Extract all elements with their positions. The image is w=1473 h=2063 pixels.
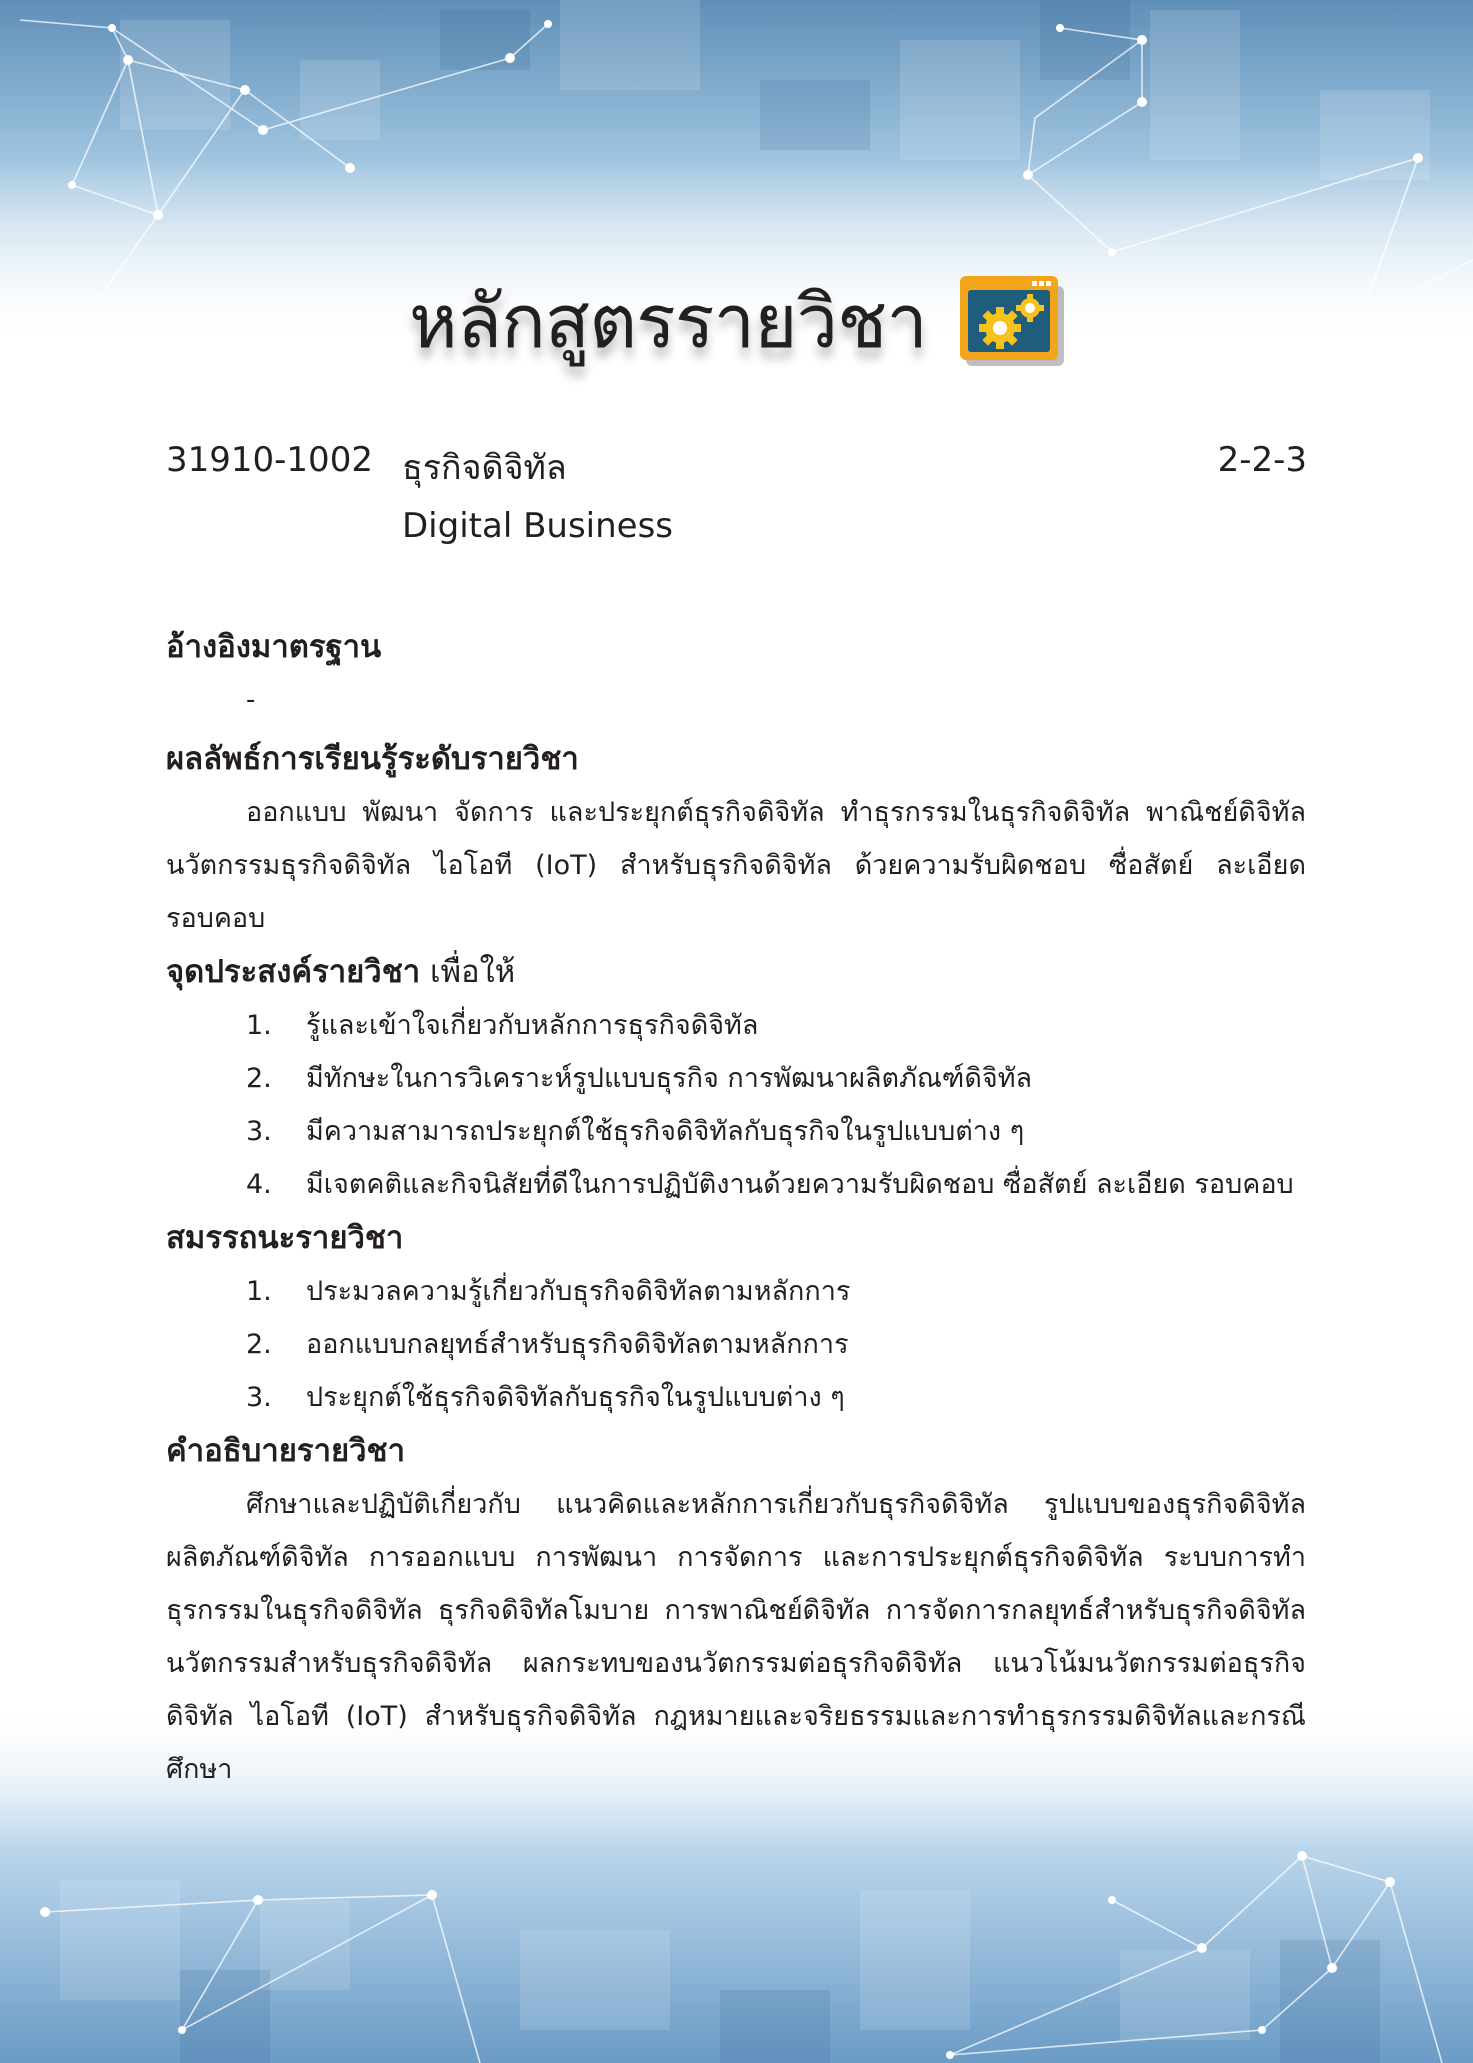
- objectives-list: [166, 999, 1306, 1211]
- outcomes-section: [166, 732, 1306, 945]
- list-item-text: ประมวลความรู้เกี่ยวกับธุรกิจดิจิทัลตามหลักการ: [306, 1276, 851, 1307]
- objectives-heading: [166, 945, 1306, 999]
- list-item: [166, 1052, 1306, 1105]
- standards-section: [166, 620, 1306, 726]
- list-item-text: ประยุกต์ใช้ธุรกิจดิจิทัลกับธุรกิจในรูปแบบต่าง ๆ: [306, 1382, 845, 1413]
- list-item-number: 2.: [246, 1329, 272, 1360]
- list-item-number: 4.: [246, 1169, 272, 1200]
- list-item-text: มีความสามารถประยุกต์ใช้ธุรกิจดิจิทัลกับธุรกิจในรูปแบบต่าง ๆ: [306, 1116, 1025, 1147]
- objectives-heading-suffix: เพื่อให้: [420, 954, 516, 990]
- list-item: [166, 999, 1306, 1052]
- competencies-list: [166, 1265, 1306, 1424]
- list-item: [166, 1105, 1306, 1158]
- outcomes-heading: ผลลัพธ์การเรียนรู้ระดับรายวิชา: [166, 741, 579, 777]
- course-content: [166, 620, 1306, 1796]
- competencies-section: [166, 1211, 1306, 1424]
- list-item: [166, 1318, 1306, 1371]
- outcomes-text: ออกแบบ พัฒนา จัดการ และประยุกต์ธุรกิจดิจิทัล ทำธุรกรรมในธุรกิจดิจิทัล พาณิชย์ดิจิทัล นวัตกรรมธุรกิจดิจิทัล ไอโอที (IoT) สำหรับธุรกิจดิจิทัล ด้วยความรับผิดชอบ ซื่อสัตย์ ละเอียด รอบคอบ: [166, 797, 1306, 934]
- list-item: [166, 1371, 1306, 1424]
- page-header: [0, 262, 1473, 380]
- description-text: ศึกษาและปฏิบัติเกี่ยวกับ แนวคิดและหลักการเกี่ยวกับธุรกิจดิจิทัล รูปแบบของธุรกิจดิจิทัล ผลิตภัณฑ์ดิจิทัล การออกแบบ การพัฒนา การจัดการ และการประยุกต์ธุรกิจดิจิทัล ระบบการทำธุรกรรมในธุรกิจดิจิทัล ธุรกิจดิจิทัลโมบาย การพาณิชย์ดิจิทัล การจัดการกลยุทธ์สำหรับธุรกิจดิจิทัล นวัตกรรมสำหรับธุรกิจดิจิทัล ผลกระทบของนวัตกรรมต่อธุรกิจดิจิทัล แนวโน้มนวัตกรรมต่อธุรกิจดิจิทัล ไอโอที (IoT) สำหรับธุรกิจดิจิทัล กฎหมายและจริยธรรมและการทำธุรกรรมดิจิทัลและกรณีศึกษา: [166, 1489, 1306, 1785]
- course-credits: 2-2-3: [1217, 440, 1307, 480]
- course-name-english: Digital Business: [402, 506, 674, 546]
- standards-value: -: [246, 685, 256, 715]
- course-name-thai: ธุรกิจดิจิทัล: [402, 448, 567, 488]
- list-item-text: มีทักษะในการวิเคราะห์รูปแบบธุรกิจ การพัฒนาผลิตภัณฑ์ดิจิทัล: [306, 1063, 1033, 1094]
- list-item-number: 1.: [246, 1276, 272, 1307]
- objectives-heading-main: จุดประสงค์รายวิชา: [166, 954, 421, 990]
- standards-heading: อ้างอิงมาตรฐาน: [166, 629, 382, 665]
- list-item: [166, 1158, 1306, 1211]
- list-item-text: ออกแบบกลยุทธ์สำหรับธุรกิจดิจิทัลตามหลักการ: [306, 1329, 849, 1360]
- competencies-heading: สมรรถนะรายวิชา: [166, 1220, 404, 1256]
- objectives-section: [166, 945, 1306, 1211]
- gear-window-icon: [960, 276, 1064, 366]
- course-code: 31910-1002: [166, 440, 373, 480]
- page-title: หลักสูตรรายวิชา: [409, 279, 927, 365]
- list-item-number: 1.: [246, 1010, 272, 1041]
- list-item-number: 3.: [246, 1116, 272, 1147]
- list-item-number: 3.: [246, 1382, 272, 1413]
- description-section: [166, 1424, 1306, 1796]
- list-item-text: มีเจตคติและกิจนิสัยที่ดีในการปฏิบัติงานด้วยความรับผิดชอบ ซื่อสัตย์ ละเอียด รอบคอบ: [306, 1169, 1294, 1200]
- description-heading: คำอธิบายรายวิชา: [166, 1433, 406, 1469]
- list-item-number: 2.: [246, 1063, 272, 1094]
- list-item: [166, 1265, 1306, 1318]
- list-item-text: รู้และเข้าใจเกี่ยวกับหลักการธุรกิจดิจิทัล: [306, 1010, 759, 1041]
